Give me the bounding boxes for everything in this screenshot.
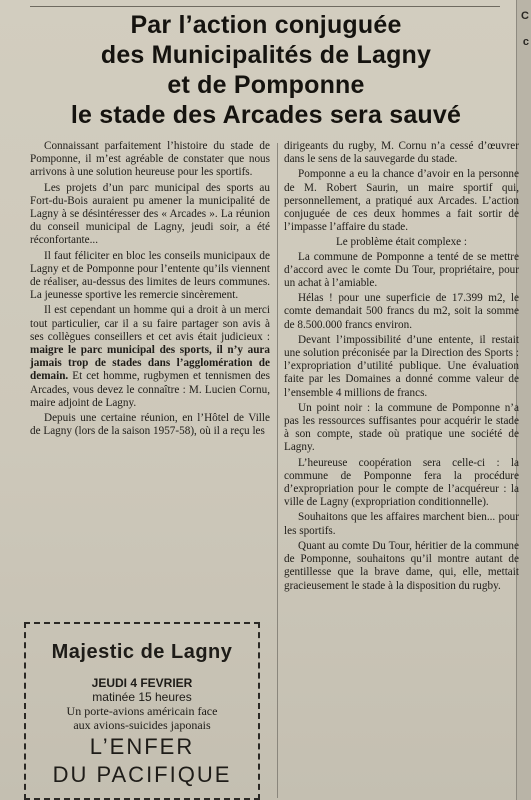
paragraph (284, 540, 519, 593)
paragraph (30, 304, 270, 410)
ad-description-line: aux avions-suicides japonais (73, 718, 211, 732)
ad-date: JEUDI 4 FEVRIER (91, 676, 193, 690)
paragraph: Connaissant parfaitement l’histoire du stade de Pomponne, il m’est agréable de constater que nous arrivons à une solution heureuse pour les sportifs. (30, 140, 270, 179)
headline-line-1: Par l’action conjuguée (130, 11, 402, 39)
subheading: Le problème était complexe : (335, 236, 468, 249)
edge-letter: c (522, 36, 529, 48)
paragraph: Depuis une certaine réunion, en l’Hôtel de Ville de Lagny (lors de la saison 1957-58), où il a reçu les (30, 412, 270, 438)
headline-line-4: le stade des Arcades sera sauvé (70, 101, 462, 129)
article-headline (20, 10, 512, 130)
ad-film-title: DU PACIFIQUE (52, 762, 232, 787)
right-column (284, 140, 519, 595)
paragraph-text: Quant au comte Du Tour, héritier de la commune de Pomponne, souhaitons qu’il montre autant de gentillesse que la brave dame, qui, elle, mettait gracieusement le stade à la disposition du rugby. (284, 539, 519, 592)
emphasis-text: maigre le parc municipal des sports, il n’y aura jamais trop de stades dans l’agglomération de demain. (30, 344, 270, 383)
paragraph: Devant l’impossibilité d’une entente, il restait une solution préconisée par la Direction des Sports : l’expropriation d’utilité publique. Une évaluation faite par les Domaines a donné comme valeur de l’ensemble 4 millions de francs. (284, 333, 519, 399)
headline-line-3: et de Pomponne (167, 71, 365, 99)
subheading-inline: Un point noir : (298, 401, 371, 414)
edge-letter: C (521, 10, 529, 22)
paragraph: Les projets d’un parc municipal des sports au Fort-du-Bois auraient pu amener la municipalité de Lagny à se désintéresser des « Arcades ». La réunion du conseil municipal de Lagny, jeudi soir, a été réconfortante... (30, 181, 270, 247)
paragraph-text: Il est cependant un homme qui a droit à un merci tout particulier, car il a su faire partager son avis à ses collègues conseillers et cet avis était judicieux : (30, 304, 270, 343)
paragraph: Il faut féliciter en bloc les conseils municipaux de Lagny et de Pomponne pour l’entente qu’ils viennent de réaliser, au-dessus des limites de leurs communes. La jeunesse sportive les remercie sincèrement. (30, 249, 270, 302)
ad-description-line: Un porte-avions américain face (66, 704, 218, 718)
top-rule (30, 6, 500, 7)
paragraph (284, 402, 519, 455)
paragraph-text: Et cet homme, rugbymen et tennismen des Arcades, vous devez le connaître : M. Lucien Cornu, maire adjoint de Lagny. (30, 370, 270, 409)
paragraph: L’heureuse coopération sera celle-ci : la commune de Pomponne fera la procédure d’expropriation pour le compte de l’acquéreur : la ville de Lagny (expropriation conditionnelle). (284, 456, 519, 509)
paragraph-text: la commune de Pomponne n’a pas les ressources suffisantes pour acquérir le stade à son compte, stade où pratique une société de Lagny. (284, 401, 519, 454)
headline-line-2: des Municipalités de Lagny (100, 41, 432, 69)
paragraph: La commune de Pomponne a tenté de se mettre d’accord avec le comte Du Tour, propriétaire, pour un achat à l’amiable. (284, 250, 519, 290)
ad-film-title: L’ENFER (89, 734, 195, 759)
paragraph: Pomponne a eu la chance d’avoir en la personne de M. Robert Saurin, un maire sportif qui, personnellement, a pratiqué aux Arcades. L’action conjuguée de ces deux hommes a fait sortir de l’impasse l’affaire du stade. (284, 168, 519, 234)
paragraph: Hélas ! pour une superficie de 17.399 m2, le comte demandait 500 francs du m2, soit la somme de 8.500.000 francs environ. (284, 292, 519, 331)
cinema-advertisement (24, 622, 260, 800)
left-column (30, 140, 270, 440)
column-divider (277, 143, 278, 798)
ad-showtime: matinée 15 heures (92, 690, 192, 704)
ad-cinema-name: Majestic de Lagny (51, 641, 233, 663)
paragraph: Souhaitons que les affaires marchent bien... pour les sportifs. (284, 511, 519, 537)
paragraph: dirigeants du rugby, M. Cornu n’a cessé d’œuvrer dans le sens de la sauvegarde du stade. (284, 140, 519, 166)
